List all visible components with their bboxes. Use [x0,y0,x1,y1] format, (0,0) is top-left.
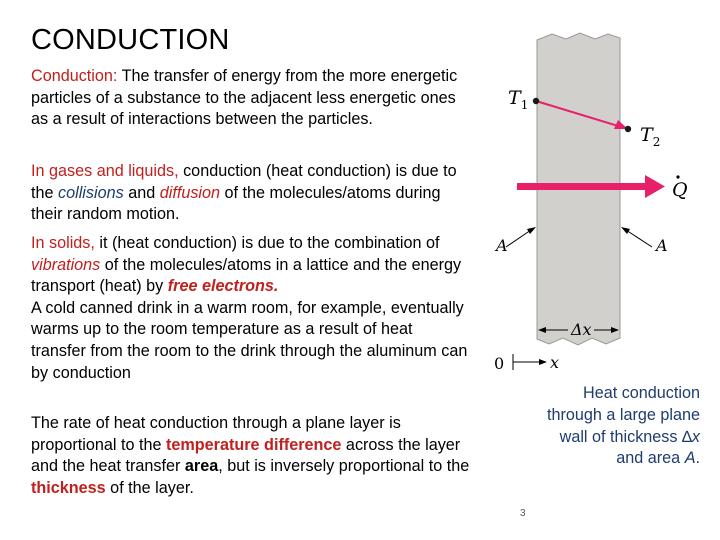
para4-text-1: The rate of heat conduction through a plane layer is proportional to the [31,414,401,454]
area-left-pointer-head [527,227,536,234]
conduction-term: Conduction: [31,67,118,85]
caption-line-4 [500,448,700,470]
gases-liquids-lead: In gases and liquids, [31,162,179,180]
t1-label: $T_1$ [508,87,529,112]
area-left-pointer [506,230,531,247]
caption-a-symbol: A [684,449,696,468]
caption-line-3 [500,427,700,449]
vibrations-term: vibrations [31,255,101,274]
caption-line-2: through a large plane [547,405,700,424]
para2-text-2: and [123,183,160,202]
area-left-label: A [496,236,508,255]
para2-text-3: of the molecules/atoms during their random motion. [31,183,441,224]
temperature-difference-term: temperature difference [166,435,342,454]
diffusion-term: diffusion [159,183,221,202]
t2-marker [625,126,631,132]
thickness-term: thickness [31,478,106,497]
para4-text-4: of the layer. [105,478,194,497]
example-text: A cold canned drink in a warm room, for example, eventually warms up to the room temperature as a result of heat transfer from the room to the drink through the aluminum can by conduction [31,298,468,382]
area-right-pointer [626,230,652,247]
caption-period: . [695,449,700,468]
t1-marker [533,98,539,104]
dx-label: Δx [571,320,592,339]
caption-line-4-text: and area [616,449,685,468]
caption-x-symbol: x [691,427,700,446]
t2-label: $T_2$ [640,124,661,149]
para4-text-3: , but is inversely proportional to the [218,457,470,476]
figure-caption [500,383,700,470]
x-axis-label: x [550,353,560,372]
heat-flow-arrow-head [645,175,665,198]
area-term: area [184,457,219,476]
caption-line-3-text: wall of thickness [559,427,682,446]
delta-symbol: ∆ [682,427,692,446]
para4-text-2: across the layer and the heat transfer [31,435,461,476]
free-electrons-term: free electrons. [167,277,279,296]
area-right-label: A [656,236,668,255]
definition-text: The transfer of energy from the more energetic particles of a substance to the adjacent less energetic ones as a result of interactions between the particles. [31,67,458,129]
para2-text-1: conduction (heat conduction) is due to the [31,162,457,202]
heat-flow-arrow-shaft [517,183,647,190]
x-axis-arrowhead [539,359,547,365]
para3-text-1: it (heat conduction) is due to the combination of [94,234,440,252]
page-number: 3 [520,508,526,519]
solids-lead: In solids, [31,234,95,252]
collisions-term: collisions [58,183,124,202]
origin-label: 0 [494,354,505,373]
slide-title: CONDUCTION [31,24,230,56]
heat-rate-dot [676,175,679,178]
caption-line-1: Heat conduction [583,384,700,402]
area-right-pointer-head [621,227,630,234]
para3-text-2: of the molecules/atoms in a lattice and the energy transport (heat) by [31,255,462,296]
heat-rate-label: Q [672,179,688,201]
